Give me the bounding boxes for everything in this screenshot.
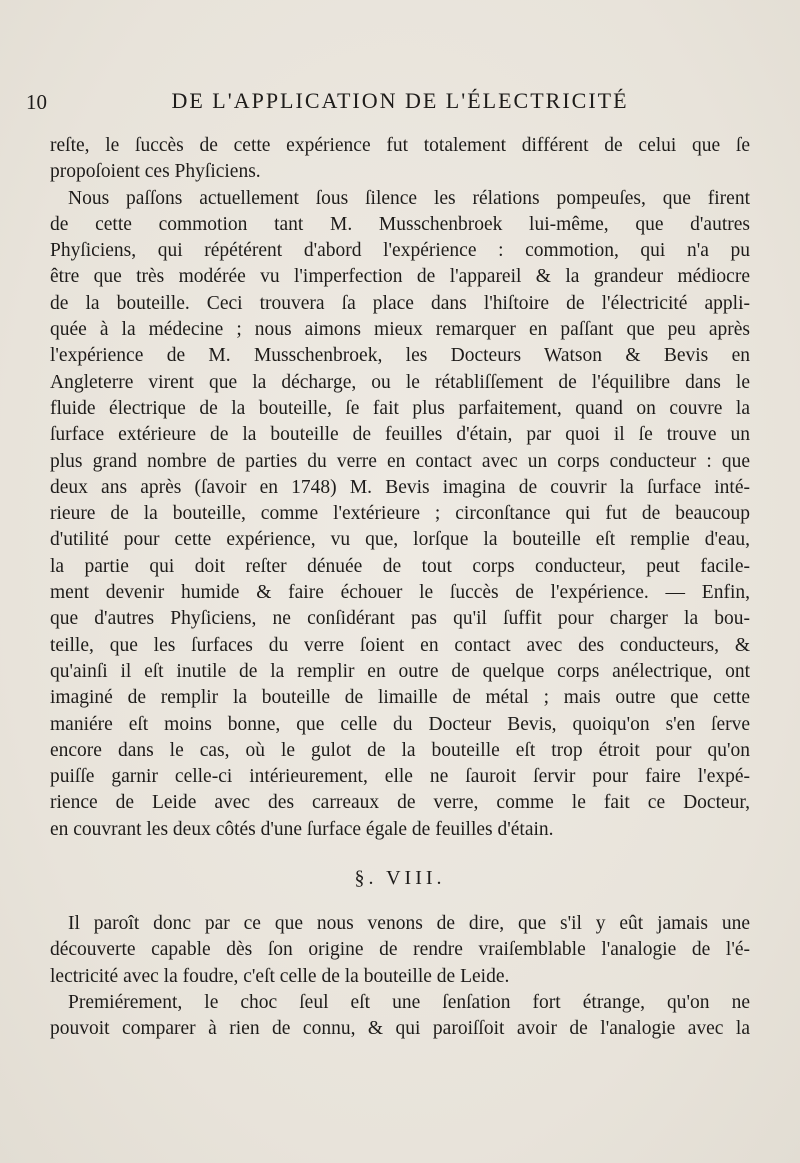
- text-line: maniére eſt moins bonne, que celle du Docteur Bevis, quoiqu'on s'en ſerve: [50, 713, 750, 735]
- body-text: [50, 133, 750, 1043]
- paragraph-3: [50, 911, 750, 1042]
- text-line: Angleterre virent que la décharge, ou le rétabliſſement de l'équilibre dans le: [50, 371, 750, 393]
- text-line: pouvoit comparer à rien de connu, & qui paroiſſoit avoir de l'analogie avec la: [50, 1018, 750, 1040]
- text-line: quée à la médecine ; nous aimons mieux remarquer en paſſant que peu après: [50, 319, 750, 341]
- text-line: que d'autres Phyſiciens, ne conſidérant pas qu'il ſuffit pour charger la bou-: [50, 608, 750, 630]
- paragraph-1: [50, 133, 750, 186]
- text-line: teille, que les ſurfaces du verre ſoient en contact avec des conducteurs, &: [50, 634, 750, 656]
- text-line: Nous paſſons actuellement ſous ſilence les rélations pompeuſes, que firent: [68, 187, 750, 209]
- text-line: reſte, le ſuccès de cette expérience fut totalement différent de celui que ſe: [50, 135, 750, 156]
- text-line: puiſſe garnir celle-ci intérieurement, elle ne ſauroit ſervir pour faire l'expé-: [50, 766, 750, 788]
- text-line: qu'ainſi il eſt inutile de la remplir en outre de quelque corps anélectrique, ont: [50, 660, 750, 682]
- page-number: 10: [26, 90, 47, 114]
- text-line: ſurface extérieure de la bouteille de feuilles d'étain, par quoi il ſe trouve un: [50, 424, 750, 446]
- page-header: [22, 88, 778, 116]
- text-line: imaginé de remplir la bouteille de limaille de métal ; mais outre que cette: [50, 687, 750, 709]
- text-line: ment devenir humide & faire échouer le ſuccès de l'expérience. — Enfin,: [50, 582, 750, 604]
- text-line: fluide électrique de la bouteille, ſe fait plus parfaitement, quand on couvre la: [50, 397, 750, 419]
- text-line: être que très modérée vu l'imperfection de l'appareil & la grandeur médiocre: [50, 266, 750, 288]
- text-line: l'expérience de M. Musschenbroek, les Docteurs Watson & Bevis en: [50, 345, 750, 367]
- text-line: lectricité avec la foudre, c'eſt celle de la bouteille de Leide.: [50, 965, 510, 987]
- text-line: Premiérement, le choc ſeul eſt une ſenſation fort étrange, qu'on ne: [68, 991, 750, 1013]
- running-title: DE L'APPLICATION DE L'ÉLECTRICITÉ: [171, 88, 629, 113]
- text-line: d'utilité pour cette expérience, vu que, lorſque la bouteille eſt remplie d'eau,: [50, 529, 750, 551]
- text-line: encore dans le cas, où le gulot de la bouteille eſt trop étroit pour qu'on: [50, 739, 750, 761]
- text-line: découverte capable dès ſon origine de rendre vraiſemblable l'analogie de l'é-: [50, 939, 750, 961]
- section-heading: §. VIII.: [354, 867, 446, 890]
- text-line: propoſoient ces Phyſiciens.: [50, 161, 261, 183]
- text-line: plus grand nombre de parties du verre en contact avec un corps conducteur : que: [50, 450, 750, 472]
- text-line: Il paroît donc par ce que nous venons de dire, que s'il y eût jamais une: [68, 913, 750, 935]
- text-line: de cette commotion tant M. Musschenbroek lui-même, que d'autres: [50, 213, 750, 235]
- text-line: de la bouteille. Ceci trouvera ſa place dans l'hiſtoire de l'électricité appli-: [50, 292, 750, 314]
- text-line: deux ans après (ſavoir en 1748) M. Bevis imagina de couvrir la ſurface inté-: [50, 476, 750, 498]
- text-line: la partie qui doit reſter dénuée de tout corps conducteur, peut facile-: [50, 555, 750, 577]
- text-line: Phyſiciens, qui répétérent d'abord l'expérience : commotion, qui n'a pu: [50, 240, 750, 262]
- text-line: rieure de la bouteille, comme l'extérieure ; circonſtance qui fut de beaucoup: [50, 503, 750, 525]
- text-line: rience de Leide avec des carreaux de verre, comme le fait ce Docteur,: [50, 792, 750, 814]
- text-line: en couvrant les deux côtés d'une ſurface égale de feuilles d'étain.: [50, 818, 554, 840]
- paragraph-2: [50, 186, 750, 843]
